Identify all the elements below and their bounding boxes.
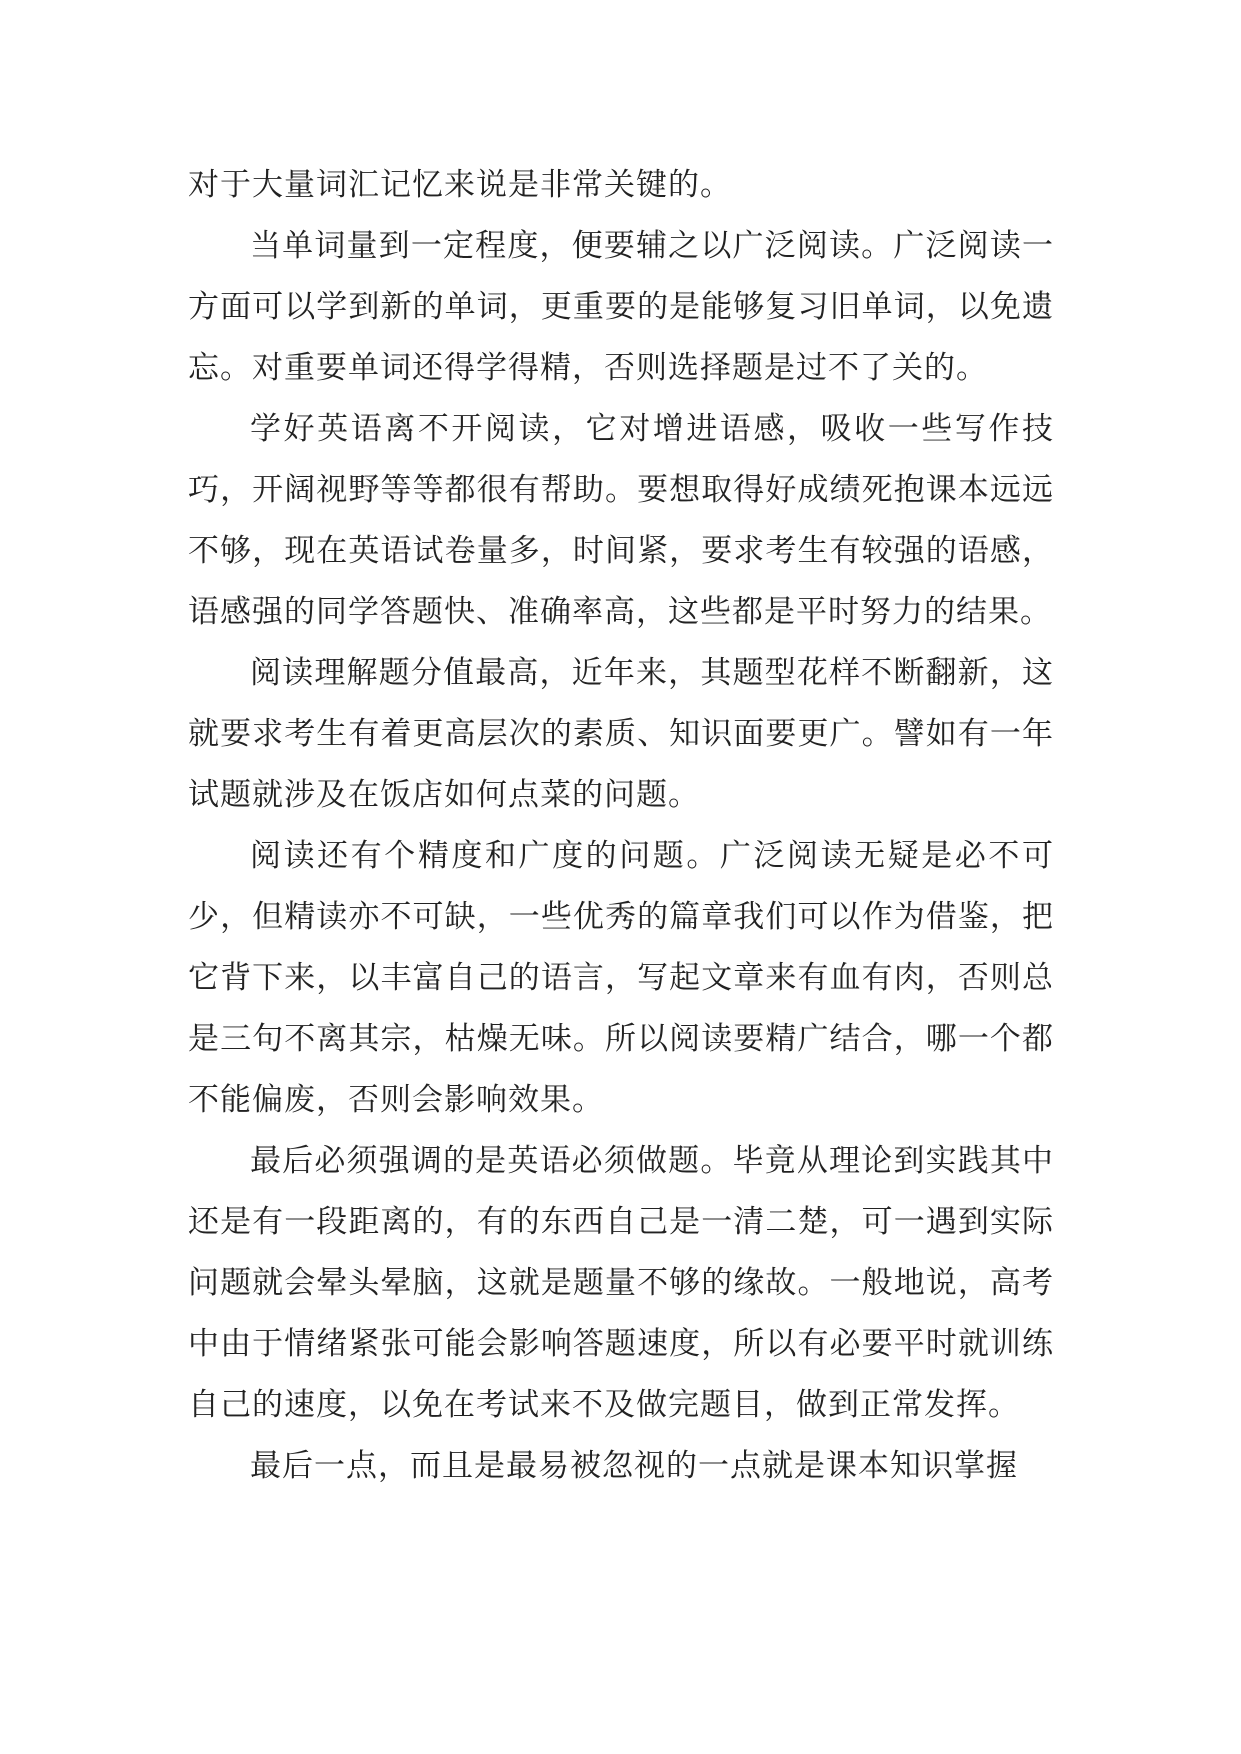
paragraph-continued: 对于大量词汇记忆来说是非常关键的。 bbox=[188, 167, 732, 203]
paragraph: 当单词量到一定程度，便要辅之以广泛阅读。广泛阅读一方面可以学到新的单词，更重要的是能够复习旧单词，以免遗忘。对重要单词还得学得精，否则选择题是过不了关的。 bbox=[188, 228, 1054, 386]
paragraph: 学好英语离不开阅读，它对增进语感，吸收一些写作技巧，开阔视野等等都很有帮助。要想取得好成绩死抱课本远远不够，现在英语试卷量多，时间紧，要求考生有较强的语感，语感强的同学答题快、准确率高，这些都是平时努力的结果。 bbox=[188, 411, 1054, 630]
paragraph: 阅读还有个精度和广度的问题。广泛阅读无疑是必不可少，但精读亦不可缺，一些优秀的篇章我们可以作为借鉴，把它背下来，以丰富自己的语言，写起文章来有血有肉，否则总是三句不离其宗，枯燥无味。所以阅读要精广结合，哪一个都不能偏废，否则会影响效果。 bbox=[188, 838, 1054, 1118]
document-body bbox=[188, 155, 1054, 1497]
paragraph: 最后一点，而且是最易被忽视的一点就是课本知识掌握 bbox=[250, 1448, 1018, 1484]
paragraph: 阅读理解题分值最高，近年来，其题型花样不断翻新，这就要求考生有着更高层次的素质、知识面要更广。譬如有一年试题就涉及在饭店如何点菜的问题。 bbox=[188, 655, 1054, 813]
paragraph: 最后必须强调的是英语必须做题。毕竟从理论到实践其中还是有一段距离的，有的东西自己是一清二楚，可一遇到实际问题就会晕头晕脑，这就是题量不够的缘故。一般地说，高考中由于情绪紧张可能会影响答题速度，所以有必要平时就训练自己的速度，以免在考试来不及做完题目，做到正常发挥。 bbox=[188, 1143, 1054, 1423]
